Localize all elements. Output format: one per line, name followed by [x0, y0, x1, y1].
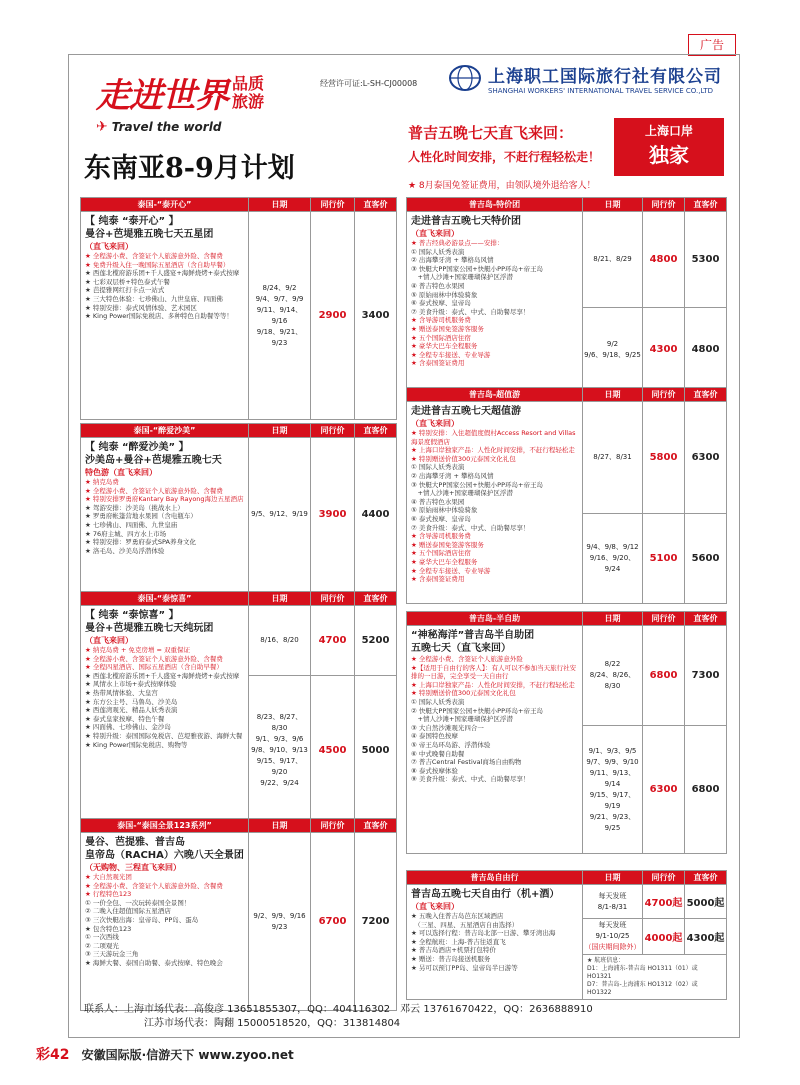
feature-line: ★ 洛毛岛、沙美岛浮潜体验: [85, 546, 165, 555]
section-header-row: [407, 198, 727, 212]
feature-line: ⑦ 美食升级：泰式、中式、自助餐尽享！: [411, 307, 530, 316]
tour-subtitle: （直飞来回）: [85, 636, 133, 645]
direct-price: 5300: [685, 212, 727, 308]
feature-line: ③ 大自然沙滩观光四合一: [411, 723, 484, 732]
date-cell: [583, 726, 643, 854]
date-cell: [583, 626, 643, 726]
page-title: 东南亚8-9月计划: [84, 153, 295, 184]
feature-line: ★ 西莲北榄府游乐团+千人盛宴+海鲜烧烤+泰式按摩: [85, 269, 240, 278]
feature-line: ★ 赠送：普吉岛接送机服务: [411, 954, 491, 963]
promo-subtitle: 人性化时间安排，不赶行程轻松走！: [408, 150, 601, 164]
feature-line: ④ 普吉特色水果园: [411, 281, 465, 290]
tour-subtitle: （直飞来回）: [85, 242, 133, 251]
section-header: 泰国-“泰惊喜”: [81, 592, 249, 606]
feature-line: ★ 芭提雅网红打卡点一站式: [85, 286, 165, 295]
departure-date: 8/27、8/31: [593, 453, 632, 461]
feature-line: ★ King Power国际免税店、购物等: [85, 740, 188, 749]
tour-subtitle: （无购物、三程直飞来回）: [85, 863, 181, 872]
departure-date: 9/1、9/3、9/5: [588, 746, 637, 755]
feature-line: ★【适用于自由行的客人】：有人可以不参加当天旅行社安排的一日游，完全享受一天自由行: [411, 663, 577, 681]
logo-en-text: Travel the world: [111, 120, 222, 134]
feature-line: ★ 罗勇府帐篷营地水果园（含电瓶车）: [85, 512, 197, 521]
feature-line: ★ 包含特色123: [85, 924, 132, 933]
tour-table: [406, 197, 727, 392]
feature-line: ★ 热带风情体验、大皇宫: [85, 688, 158, 697]
flight-line: D7：普吉岛-上海浦东 HO1312（02）或 HO1322: [587, 981, 698, 996]
section-header: 普吉岛自由行: [407, 871, 583, 885]
section-header: 泰国-“泰国全景123系列”: [81, 819, 249, 833]
departure-date: 每天发班: [598, 891, 627, 900]
feature-line: ★ 七珍佛山、四面佛、九世皇庙: [85, 520, 178, 529]
same-price: 4500: [311, 676, 355, 826]
tour-table: [406, 387, 727, 604]
feature-line: ① 一价全包、一次玩转泰国全景图！: [85, 898, 191, 907]
agency-logo: [448, 58, 738, 98]
direct-price: 5200: [355, 606, 397, 676]
feature-line: ③ 三天游玩金三角: [85, 950, 139, 959]
feature-line: ★ 七彩双层桥+特色泰式午餐: [85, 277, 170, 286]
feature-line: ★ 全程四星酒店、国际五星酒店（含自助早餐）: [85, 663, 223, 672]
col-same-price: 同行价: [643, 871, 685, 885]
feature-line: ★ 特别安排：入住超值度假村Access Resort and Villas 海景度假酒店: [411, 429, 576, 446]
same-price: 5800: [643, 402, 685, 514]
same-price: 5100: [643, 514, 685, 604]
feature-line: ★ 风情水上市场+泰式按摩体验: [85, 680, 177, 689]
direct-price: 6800: [685, 726, 727, 854]
section-header: 泰国-“泰开心”: [81, 198, 249, 212]
feature-line: ★ 含泰国签证费用: [411, 359, 465, 368]
direct-price: 5600: [685, 514, 727, 604]
free-travel-table: [406, 870, 727, 1000]
col-direct-price: 直客价: [685, 198, 727, 212]
feature-line: ★ 赠送泰国免签游客服务: [411, 324, 484, 333]
feature-line: ★ 上海口岸独家产品：人性化时间安排，不赶行程轻松走: [411, 680, 575, 689]
date-cell: [583, 212, 643, 308]
date-cell: [249, 833, 311, 1011]
departure-date: 8/23、8/27、8/30: [256, 713, 303, 732]
feature-line: ★ 五个国际酒店住宿: [411, 549, 471, 558]
feature-line: ★ 76府主城、四方水上市场: [85, 529, 167, 538]
departure-date: 9/11、9/13、9/14: [589, 768, 636, 788]
feature-line: ★ 上海口岸独家产品：人性化时间安排，不赶行程轻松走: [411, 446, 575, 455]
feature-line: ⑤ 原始雨林中体验骑象: [411, 506, 478, 515]
section-header-row: [81, 198, 397, 212]
col-same-price: 同行价: [311, 424, 355, 438]
same-price: 4800: [643, 212, 685, 308]
col-direct-price: 直客价: [355, 592, 397, 606]
feature-line: ★ 东方公主号、马鲁岛、沙美岛: [85, 697, 178, 706]
contact-shanghai: 联系人：上海市场代表：高俊彦 13651855307，QQ：404116302: [84, 1004, 391, 1015]
departure-date: 8/21、8/29: [593, 255, 632, 263]
feature-line: ★ 含导游司机服务费: [411, 316, 471, 325]
feature-line: ★ 西莲北榄府游乐团+千人盛宴+海鲜烧烤+泰式按摩: [85, 671, 240, 680]
section-header: 普吉岛-超值游: [407, 388, 583, 402]
departure-date: 8/24、8/26、8/30: [589, 671, 636, 690]
brand-logo: [96, 68, 306, 150]
tour-title-2: 沙美岛+曼谷+芭堤雅五晚七天: [85, 455, 222, 466]
footer-text: 安徽国际版·信游天下 www.zyoo.net: [81, 1048, 294, 1062]
departure-date: 9/11、9/14、9/16: [256, 305, 303, 325]
departure-date: 9/5、9/12、9/19: [251, 510, 308, 518]
feature-line: ★ 全程游小费、含签证个人旅游意外险、含餐费: [85, 654, 223, 663]
departure-date: 9/6、9/18、9/25: [584, 350, 641, 359]
direct-price: 7200: [355, 833, 397, 1011]
feature-line: ⑦ 美食升级：泰式、中式、自助餐尽享！: [411, 523, 530, 532]
col-same-price: 同行价: [311, 819, 355, 833]
departure-date: 9/4、9/7、9/9: [255, 294, 304, 303]
feature-line: ★ 五个国际酒店住宿: [411, 333, 471, 342]
feature-line: ★ 特别安排：罗勇府泰式SPA养身文化: [85, 538, 196, 547]
departure-date: 9/15、9/17、9/20: [256, 757, 303, 776]
feature-line: ① 国际人妖秀表演: [411, 247, 465, 256]
feature-line: ④ 普吉特色水果园: [411, 497, 465, 506]
flight-info: [583, 955, 727, 1000]
section-header-row: [81, 819, 397, 833]
tour-description: [407, 885, 583, 1000]
col-direct-price: 直客价: [355, 819, 397, 833]
contact-deng: 邓云 13761670422，QQ：2636888910: [400, 1004, 593, 1015]
feature-line: ⑥ 中式晚餐自助餐: [411, 749, 465, 758]
feature-line: ② 出海攀牙湾 + 攀格岛风情: [411, 256, 494, 265]
feature-line: ⑤ 帝王岛环岛游、浮潜体验: [411, 740, 491, 749]
feature-line: ★ 纳克岛费 + 免克房增 = 双重保证: [85, 646, 191, 654]
feature-line: ⑧ 泰式按摩体验: [411, 766, 458, 775]
feature-line: ★ 全程游小费、含签证个人旅游意外险、含餐费: [85, 486, 223, 495]
feature-line: ② 出海攀牙湾 + 攀格岛风情: [411, 471, 494, 480]
col-same-price: 同行价: [643, 198, 685, 212]
date-cell: [583, 514, 643, 604]
feature-line: ★ 全程游小费、含签证个人旅游意外险、含餐费: [85, 252, 223, 260]
direct-price: 5000起: [685, 885, 727, 919]
departure-date: 9/2: [606, 339, 619, 348]
tour-title-2: 皇帝岛（RACHA）六晚八天全景团: [85, 850, 244, 861]
feature-line: ★ 泰式皇家按摩、特色午餐: [85, 714, 165, 723]
departure-date: 9/21、9/23、9/25: [589, 812, 636, 832]
page-footer: [36, 1044, 294, 1064]
feature-line: ★ 赠送泰国免签游客服务: [411, 540, 484, 549]
feature-line: ③ 快艇大PP国家公园+快艇小PP环岛+帝王岛: [411, 480, 543, 489]
feature-line: ② 二项观光: [85, 941, 119, 950]
tour-title-1: 曼谷、芭提雅、普吉岛: [85, 837, 185, 848]
promo-note: ★ 8月泰国免签证费用，由领队境外退给客人！: [408, 181, 596, 191]
departure-date: 9/4、9/8、9/12: [586, 543, 639, 551]
same-price: 6300: [643, 726, 685, 854]
ad-tag: 广告: [688, 34, 736, 56]
section-header-row: [81, 424, 397, 438]
feature-line: ★ 普吉经典必游景点——安排：: [411, 239, 504, 247]
tour-title-1: 【 纯泰 “泰开心” 】: [85, 216, 179, 227]
departure-date: 9/16、9/20、9/24: [589, 554, 636, 573]
feature-line: （三星、四星、五星酒店自由选择）: [411, 920, 519, 929]
col-same-price: 同行价: [643, 612, 685, 626]
feature-line: ★ 含导游司机服务费: [411, 532, 471, 541]
section-header: 普吉岛-半自助: [407, 612, 583, 626]
feature-line: ★ 特别升级：泰国国际免税店、芭堤雅夜游、海鲜大餐: [85, 731, 243, 740]
direct-price: 4400: [355, 438, 397, 592]
contact-info: [84, 1003, 593, 1031]
logo-main-text: 走进世界: [96, 76, 228, 116]
col-date: 日期: [583, 612, 643, 626]
feature-line: ② 二晚入住超值国际五星酒店: [85, 907, 171, 916]
date-cell: [583, 919, 643, 955]
contact-jiangsu: 江苏市场代表：陶翻 15000518520，QQ：313814804: [144, 1018, 401, 1029]
direct-price: 4800: [685, 308, 727, 392]
col-date: 日期: [249, 198, 311, 212]
departure-date: 每天发班: [598, 921, 627, 929]
tour-title-1: 走进普吉五晚七天超值游: [411, 406, 521, 417]
section-header-row: [407, 871, 727, 885]
tour-table: [406, 611, 727, 854]
feature-line: ★ 五晚入住普吉岛芭东区域酒店: [411, 912, 504, 920]
date-cell: [583, 308, 643, 392]
departure-date: 9/15、9/17、9/19: [589, 790, 636, 810]
promo-title: 普吉五晚七天直飞来回：: [408, 124, 574, 142]
departure-date: 9/18、9/21、9/23: [256, 327, 303, 347]
feature-line: ★ 特别安排：泰式风情体验、艺术园区: [85, 303, 197, 312]
direct-price: 5000: [355, 676, 397, 826]
flight-line: ★ 航班信息：: [587, 957, 625, 964]
direct-price: 4300起: [685, 919, 727, 955]
departure-date: 9/8、9/10、9/13: [251, 746, 308, 754]
tour-title-1: “神秘海洋”普吉岛半自助团: [411, 630, 535, 641]
tour-table: [80, 818, 397, 1011]
tour-description: [407, 402, 583, 604]
departure-date: 9/2、9/9、9/16: [253, 911, 306, 920]
date-cell: [583, 402, 643, 514]
col-date: 日期: [249, 424, 311, 438]
feature-line: ★ 全程游小费、含签证个人旅游意外险: [411, 655, 523, 663]
tour-subtitle: （直飞来回）: [411, 229, 459, 238]
license-number: 经营许可证:L-SH-CJ00008: [320, 79, 418, 88]
holiday-note: （国庆期间除外）: [584, 943, 641, 951]
col-date: 日期: [249, 819, 311, 833]
feature-line: ⑨ 美食升级：泰式、中式、自助餐尽享！: [411, 775, 530, 784]
col-direct-price: 直客价: [355, 198, 397, 212]
feature-line: +情人沙滩+国家珊瑚保护区浮潜: [411, 715, 513, 724]
feature-line: ★ 四面佛、七珍佛山、金沙岛: [85, 723, 171, 732]
col-date: 日期: [583, 198, 643, 212]
section-header: 泰国-“醉爱沙美”: [81, 424, 249, 438]
agency-name-en: SHANGHAI WORKERS' INTERNATIONAL TRAVEL SERVICE CO.,LTD: [488, 86, 714, 95]
feature-line: ★ 驾游安排：沙美岛（挑战水上）: [85, 503, 184, 512]
tour-title-1: 走进普吉五晚七天特价团: [411, 216, 521, 227]
feature-line: ③ 三次快艇出海：皇帝岛、PP岛、蛋岛: [85, 915, 199, 924]
departure-date: 9/23: [271, 922, 288, 931]
feature-line: ★ 豪华大巴车全程服务: [411, 557, 478, 566]
feature-line: ★ 另可以预订PP岛、皇帝岛半日游等: [411, 963, 518, 972]
feature-line: ★ 海鲜大餐、泰国自助餐、泰式按摩、特色晚会: [85, 958, 223, 967]
col-same-price: 同行价: [311, 592, 355, 606]
col-date: 日期: [583, 388, 643, 402]
departure-date: 8/1-8/31: [597, 902, 628, 911]
tour-subtitle: 特色游（直飞来回）: [85, 468, 157, 477]
feature-line: +情人沙滩+国家珊瑚保护区浮潜: [411, 489, 513, 498]
feature-line: ⑤ 原始雨林中体验骑象: [411, 290, 478, 299]
tour-table: [80, 197, 397, 420]
flight-line: D1：上海浦东-普吉岛 HO1311（01）或 HO1321: [587, 965, 698, 980]
feature-line: ★ 西莲湾观光、精品人妖秀表演: [85, 706, 178, 715]
tour-title-1: 【 纯泰 “醉爱沙美” 】: [85, 442, 189, 453]
agency-name-cn: 上海职工国际旅行社有限公司: [488, 66, 722, 87]
departure-date: 8/16、8/20: [260, 636, 299, 644]
tour-description: [81, 212, 249, 420]
section-header-row: [407, 612, 727, 626]
tour-description: [81, 833, 249, 1011]
logo-sub1: 品质: [232, 73, 265, 93]
tour-title-2: 曼谷+芭堤雅五晚七天纯玩团: [85, 623, 214, 634]
col-direct-price: 直客价: [355, 424, 397, 438]
same-price: 3900: [311, 438, 355, 592]
same-price: 4300: [643, 308, 685, 392]
feature-line: ★ 全程航班：上海-普吉往返直飞: [411, 937, 506, 946]
tour-subtitle: （直飞来回）: [411, 902, 459, 911]
feature-line: ★ 含泰国签证费用: [411, 575, 465, 584]
col-date: 日期: [249, 592, 311, 606]
feature-line: ★ 可以选择行程：普吉岛北部一日游、攀牙湾出海: [411, 929, 556, 938]
tour-title-1: 【 纯泰 “泰惊喜” 】: [85, 610, 179, 621]
same-price: 4700起: [643, 885, 685, 919]
feature-line: ⑦ 普吉Central Festival商场自由购物: [411, 758, 522, 767]
same-price: 4700: [311, 606, 355, 676]
section-header: 普吉岛-特价团: [407, 198, 583, 212]
logo-sub2: 旅游: [232, 91, 265, 111]
feature-line: ① 国际人妖秀表演: [411, 463, 465, 472]
date-cell: [249, 676, 311, 826]
globe-icon: [448, 64, 482, 92]
date-cell: [249, 606, 311, 676]
col-direct-price: 直客价: [685, 612, 727, 626]
feature-line: ★ 豪华大巴车全程服务: [411, 342, 478, 351]
tour-subtitle: （直飞来回）: [411, 419, 459, 428]
tour-description: [407, 626, 583, 854]
tour-table: [80, 591, 397, 826]
feature-line: ★ King Power国际免税店、多种特色自助餐等等！: [85, 312, 233, 321]
date-cell: [583, 885, 643, 919]
feature-line: ★ 全程专车接送、专业导游: [411, 566, 491, 575]
tour-title-1: 普吉岛五晚七天自由行（机+酒）: [411, 889, 560, 900]
feature-line: ★ 全程专车接送、专业导游: [411, 350, 491, 359]
direct-price: 6300: [685, 402, 727, 514]
tour-description: [81, 606, 249, 826]
same-price: 6700: [311, 833, 355, 1011]
date-cell: [249, 212, 311, 420]
exclusive-badge: [614, 118, 724, 176]
feature-line: ★ 特别赠送价值300元泰国文化礼包: [411, 454, 516, 463]
same-price: 6800: [643, 626, 685, 726]
feature-line: ① 一次西线: [85, 933, 119, 942]
badge-port: 上海口岸: [644, 124, 693, 138]
departure-date: 8/24、9/2: [262, 283, 297, 292]
feature-line: ② 快艇大PP国家公园+快艇小PP环岛+帝王岛: [411, 706, 543, 715]
departure-date: 8/22: [604, 660, 621, 668]
feature-line: ★ 全程游小费、含签证个人旅游意外险、含餐费: [85, 881, 223, 890]
tour-table: [80, 423, 397, 592]
feature-line: ⑥ 泰式按摩、皇帝岛: [411, 514, 471, 523]
col-direct-price: 直客价: [685, 871, 727, 885]
badge-exclusive: 独家: [649, 143, 689, 167]
feature-line: ★ 三大特色体验：七珍佛山、九世皇庙、四面佛: [85, 294, 223, 303]
section-header-row: [81, 592, 397, 606]
departure-date: 9/7、9/9、9/10: [586, 757, 639, 766]
departure-date: 9/1-10/25: [595, 932, 630, 940]
feature-line: ★ 免费升级入住一晚国际五星酒店（含自助早餐）: [85, 260, 230, 269]
col-direct-price: 直客价: [685, 388, 727, 402]
col-same-price: 同行价: [311, 198, 355, 212]
magazine-page: 彩42: [36, 1047, 70, 1063]
col-date: 日期: [583, 871, 643, 885]
feature-line: ★ 行程特色123: [85, 890, 132, 899]
direct-price: 3400: [355, 212, 397, 420]
date-cell: [249, 438, 311, 592]
departure-date: 9/22、9/24: [260, 779, 299, 787]
same-price: 2900: [311, 212, 355, 420]
tour-title-2: 曼谷+芭堤雅五晚七天五星团: [85, 229, 214, 240]
feature-line: ① 国际人妖秀表演: [411, 697, 465, 706]
airplane-icon: ✈: [96, 119, 108, 135]
feature-line: ④ 泰国特色按摩: [411, 732, 458, 741]
tour-title-2: 五晚七天（直飞来回）: [411, 643, 511, 654]
feature-line: ③ 快艇大PP国家公园+快艇小PP环岛+帝王岛: [411, 264, 543, 273]
tour-description: [407, 212, 583, 392]
direct-price: 7300: [685, 626, 727, 726]
section-header-row: [407, 388, 727, 402]
tour-description: [81, 438, 249, 592]
feature-line: ★ 普吉岛酒店+机票打包特价: [411, 946, 496, 955]
col-same-price: 同行价: [643, 388, 685, 402]
feature-line: ★ 特别赠送价值300元泰国文化礼包: [411, 689, 516, 698]
departure-date: 9/1、9/3、9/6: [255, 735, 304, 743]
same-price: 4000起: [643, 919, 685, 955]
feature-line: ★ 纳克岛费: [85, 478, 119, 486]
feature-line: ⑥ 泰式按摩、皇帝岛: [411, 299, 471, 308]
feature-line: ★ 大自然观光团: [85, 873, 132, 881]
feature-line: +情人沙滩+国家珊瑚保护区浮潜: [411, 273, 513, 282]
feature-line: ★ 特别安排罗勇府Kantary Bay Rayong海边五星酒店: [85, 495, 244, 504]
